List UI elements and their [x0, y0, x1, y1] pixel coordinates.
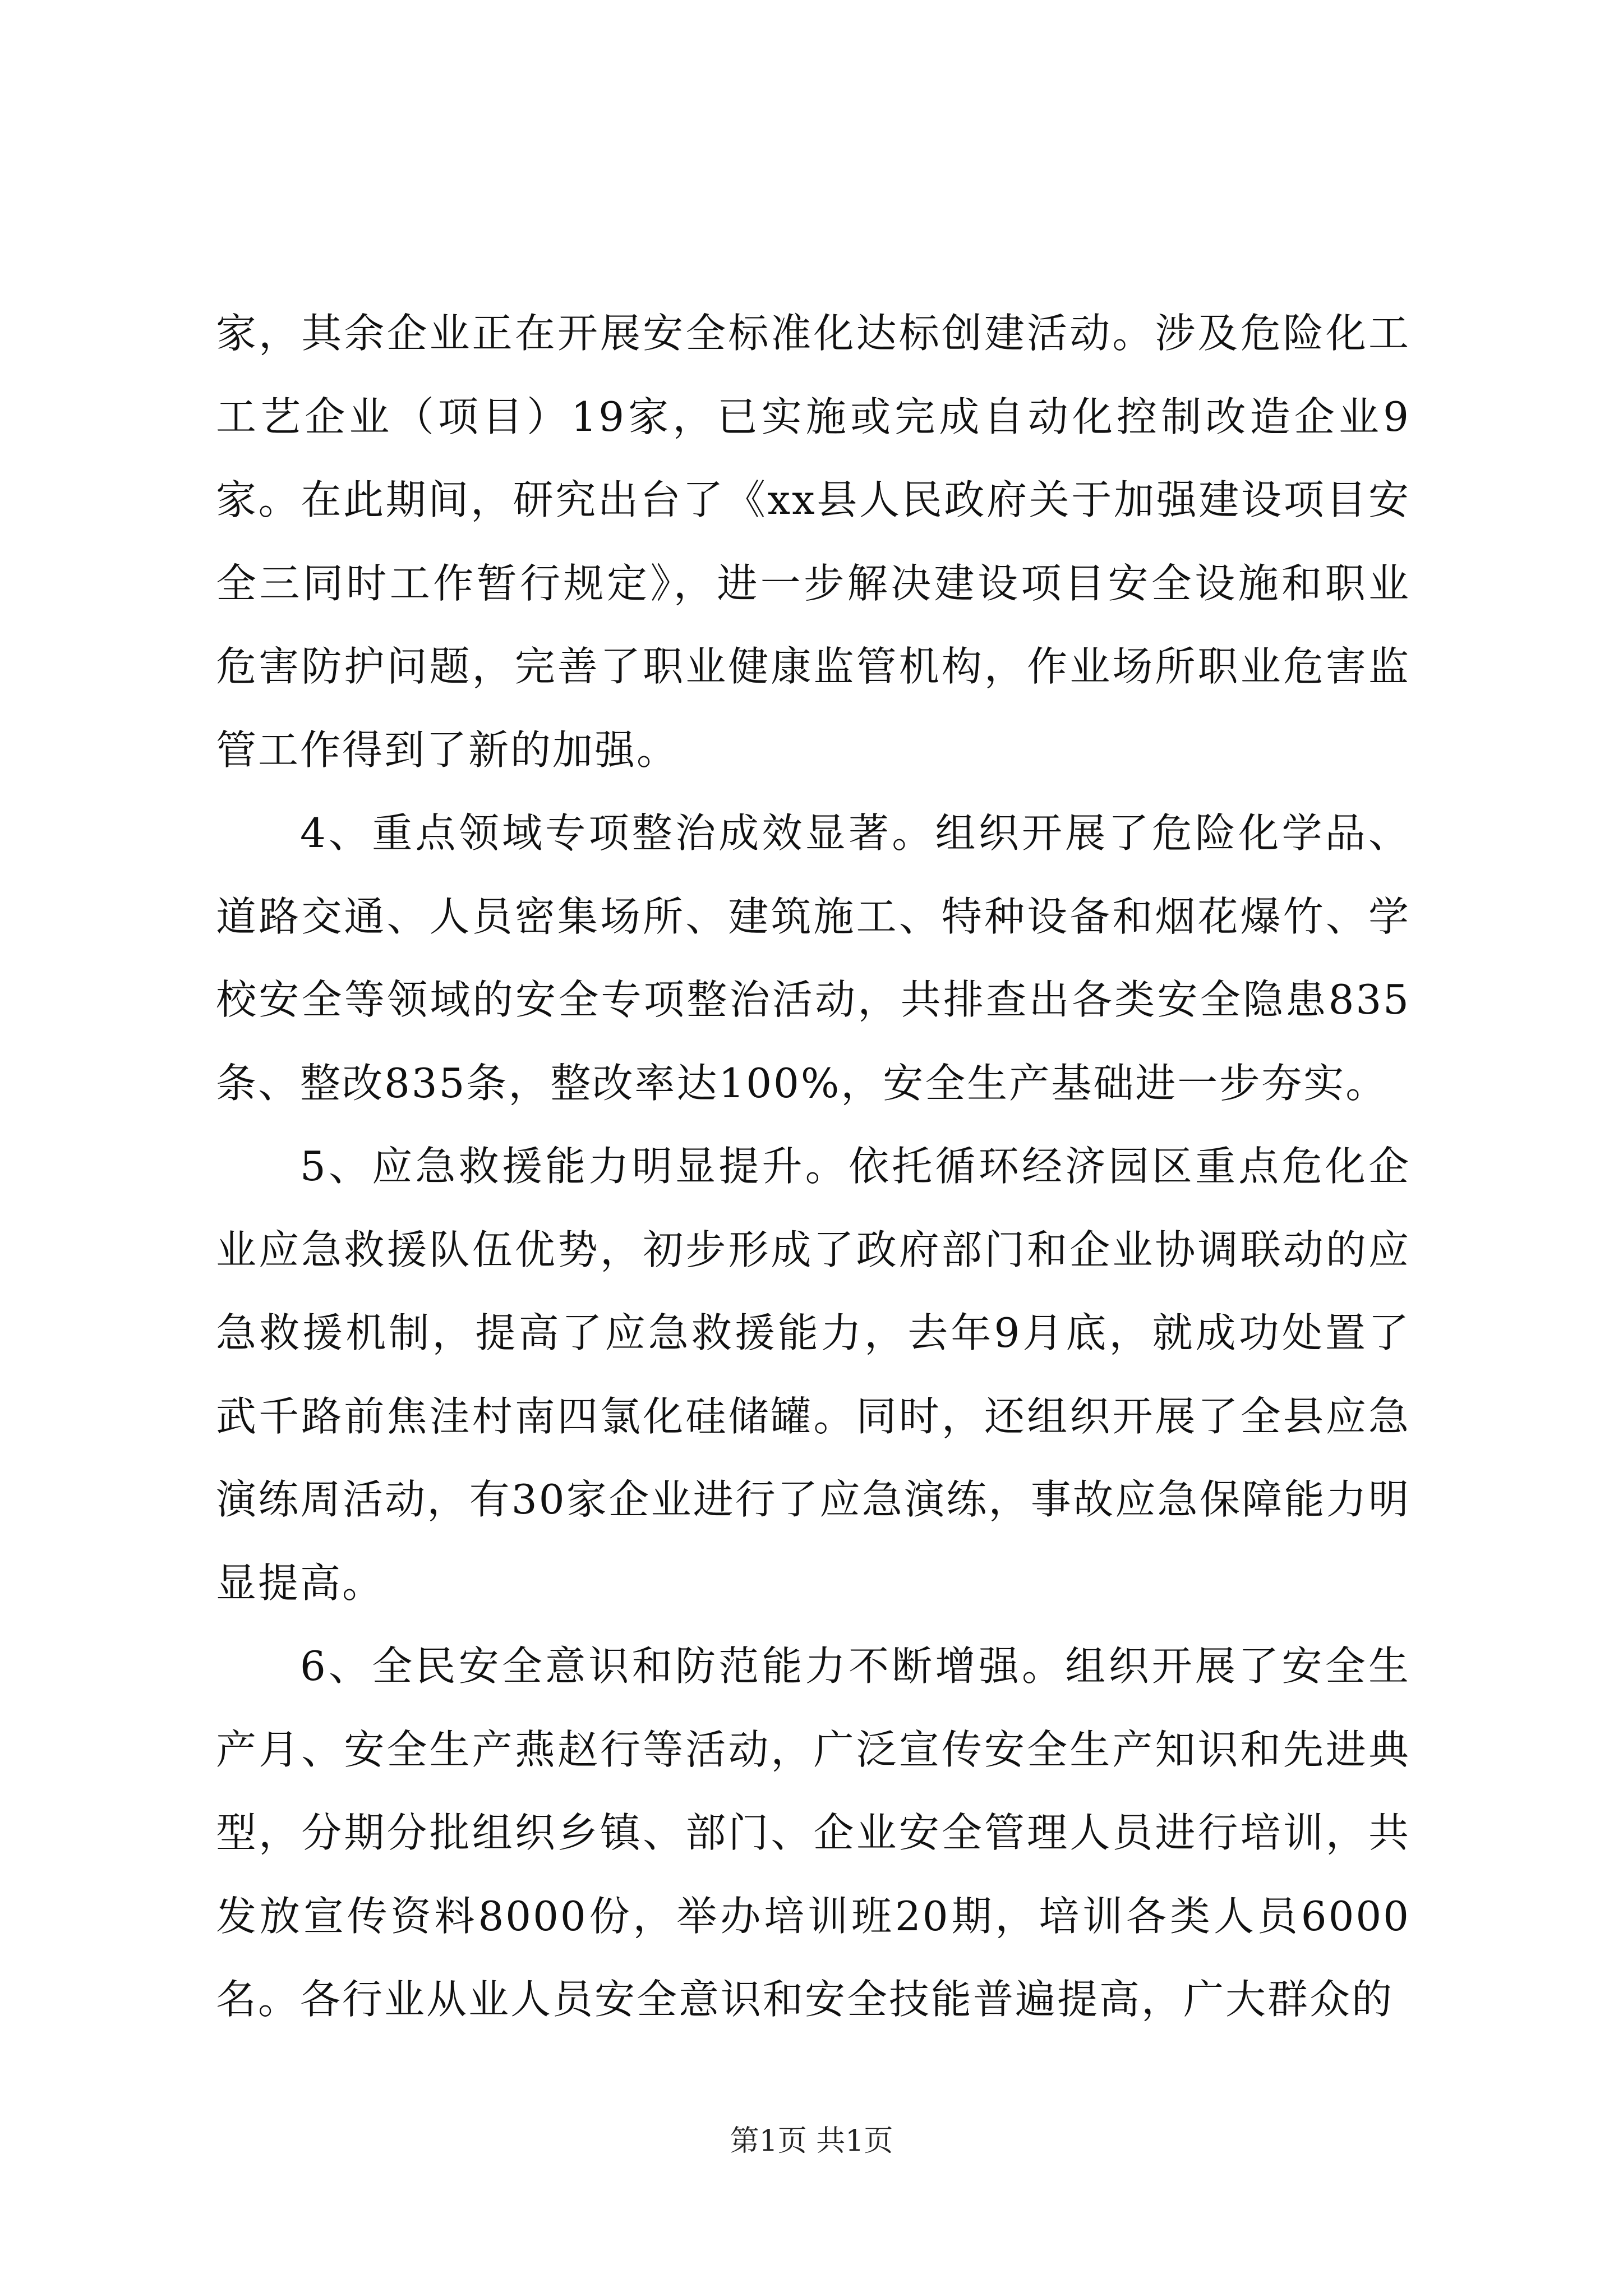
paragraph-continuation: 家，其余企业正在开展安全标准化达标创建活动。涉及危险化工工艺企业（项目）19家，已实施或完成自动化控制改造企业9家。在此期间，研究出台了《xx县人民政府关于加强建设项目安全三同时工作暂行规定》，进一步解决建设项目安全设施和职业危害防护问题，完善了职业健康监管机构，作业场所职业危害监管工作得到了新的加强。	[216, 310, 1410, 774]
document-body	[216, 292, 1410, 2041]
paragraph-item-6: 6、全民安全意识和防范能力不断增强。组织开展了安全生产月、安全生产燕赵行等活动，广泛宣传安全生产知识和先进典型，分期分批组织乡镇、部门、企业安全管理人员进行培训，共发放宣传资料8000份，举办培训班20期，培训各类人员6000名。各行业从业人员安全意识和安全技能普遍提高，广大群众的	[216, 1642, 1410, 2023]
page-number-footer: 第1页 共1页	[730, 2124, 893, 2158]
paragraph-item-5: 5、应急救援能力明显提升。依托循环经济园区重点危化企业应急救援队伍优势，初步形成了政府部门和企业协调联动的应急救援机制，提高了应急救援能力，去年9月底，就成功处置了武千路前焦洼村南四氯化硅储罐。同时，还组织开展了全县应急演练周活动，有30家企业进行了应急演练，事故应急保障能力明显提高。	[216, 1143, 1410, 1607]
paragraph-item-4: 4、重点领域专项整治成效显著。组织开展了危险化学品、道路交通、人员密集场所、建筑施工、特种设备和烟花爆竹、学校安全等领域的安全专项整治活动，共排查出各类安全隐患835条、整改835条，整改率达100%，安全生产基础进一步夯实。	[216, 809, 1410, 1107]
